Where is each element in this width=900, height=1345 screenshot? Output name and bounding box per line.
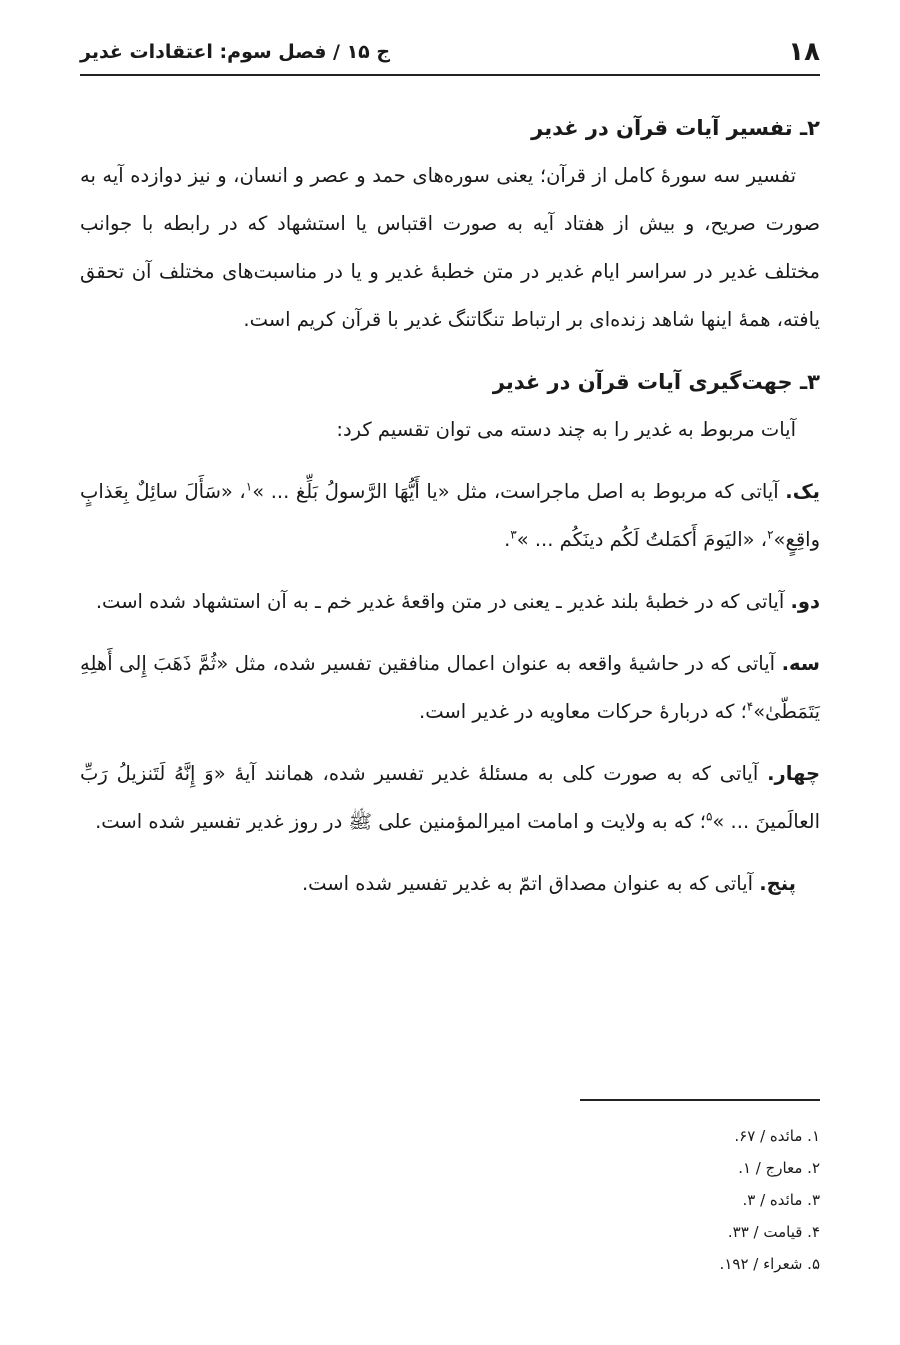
list-item <box>80 640 820 736</box>
footnotes <box>80 1120 820 1280</box>
section-heading-jahatgiri: ۳ـ جهت‌گیری آیات قرآن در غدیر <box>492 370 820 394</box>
item-lead: دو. <box>790 590 820 613</box>
page-body <box>80 104 820 908</box>
item-text: آیاتی که به عنوان مصداق اتمّ به غدیر تفسیر شده است. <box>301 872 760 895</box>
list-item <box>80 468 820 564</box>
item-text: . <box>504 528 511 551</box>
section-paragraph: تفسیر سه سورۀ کامل از قرآن؛ یعنی سوره‌های حمد و عصر و انسان، و نیز دوازده آیه به صورت صریح، و بیش از هفتاد آیه به صورت اقتباس یا استشهاد که در رابطه با جوانب مختلف غدیر در سراسر ایام غدیر در متن خطبۀ غدیر و یا در مناسبت‌های مختلف آن تحقق یافته، همۀ اینها شاهد زنده‌ای بر ارتباط تنگاتنگ غدیر با قرآن کریم است. <box>80 164 820 331</box>
item-lead: یک. <box>785 480 820 503</box>
item-text: ؛ که به ولایت و امامت امیرالمؤمنین علی ﷺ در روز غدیر تفسیر شده است. <box>95 810 706 833</box>
item-lead: پنج. <box>759 872 796 895</box>
footnote-ref[interactable]: ۵ <box>705 809 713 824</box>
footnote-ref[interactable]: ۱ <box>245 479 253 494</box>
item-text: ، «سَأَلَ سائِلٌ بِعَذابٍ واقِعٍ» <box>80 480 820 551</box>
page-number: ۱۸ <box>788 37 820 67</box>
footnote-ref[interactable]: ۳ <box>510 527 517 542</box>
footnote-divider <box>580 1099 820 1101</box>
item-text: آیاتی که در خطبۀ بلند غدیر ـ یعنی در متن واقعۀ غدیر خم ـ به آن استشهاد شده است. <box>95 590 791 613</box>
list-item <box>80 860 820 908</box>
item-text: آیاتی که در حاشیۀ واقعه به عنوان اعمال منافقین تفسیر شده، مثل «ثُمَّ ذَهَبَ إِلی أَهلِهِ یَتَمَطّیٰ» <box>80 652 820 723</box>
item-text: آیاتی که مربوط به اصل ماجراست، مثل «یا أَیُّهَا الرَّسولُ بَلِّغ ... » <box>252 480 786 503</box>
section-intro: آیات مربوط به غدیر را به چند دسته می توان تقسیم کرد: <box>336 418 796 441</box>
item-text: آیاتی که به صورت کلی به مسئلۀ غدیر تفسیر شده، همانند آیۀ «وَ إِنَّهُ لَتَنزیلُ رَبِّ العالَمینَ ... » <box>80 762 820 833</box>
footnote: ۳. مائده / ۳. <box>742 1191 820 1209</box>
footnote: ۲. معارج / ۱. <box>738 1159 820 1177</box>
footnote-ref[interactable]: ۴ <box>746 699 754 714</box>
footnote: ۱. مائده / ۶۷. <box>734 1127 820 1145</box>
list-item <box>80 578 820 626</box>
running-head: ج ۱۵ / فصل سوم: اعتقادات غدیر <box>80 41 391 63</box>
footnote: ۴. قیامت / ۳۳. <box>727 1223 820 1241</box>
item-text: ، «الیَومَ أَكمَلتُ لَكُم دینَكُم ... » <box>516 528 768 551</box>
item-lead: سه. <box>781 652 820 675</box>
section-heading-tafsir: ۲ـ تفسیر آیات قرآن در غدیر <box>531 116 820 140</box>
item-lead: چهار. <box>767 762 820 785</box>
page-header <box>80 30 820 76</box>
footnote: ۵. شعراء / ۱۹۲. <box>719 1255 820 1273</box>
item-text: ؛ که دربارۀ حرکات معاویه در غدیر است. <box>419 700 747 723</box>
list-item <box>80 750 820 846</box>
footnote-ref[interactable]: ۲ <box>767 527 774 542</box>
